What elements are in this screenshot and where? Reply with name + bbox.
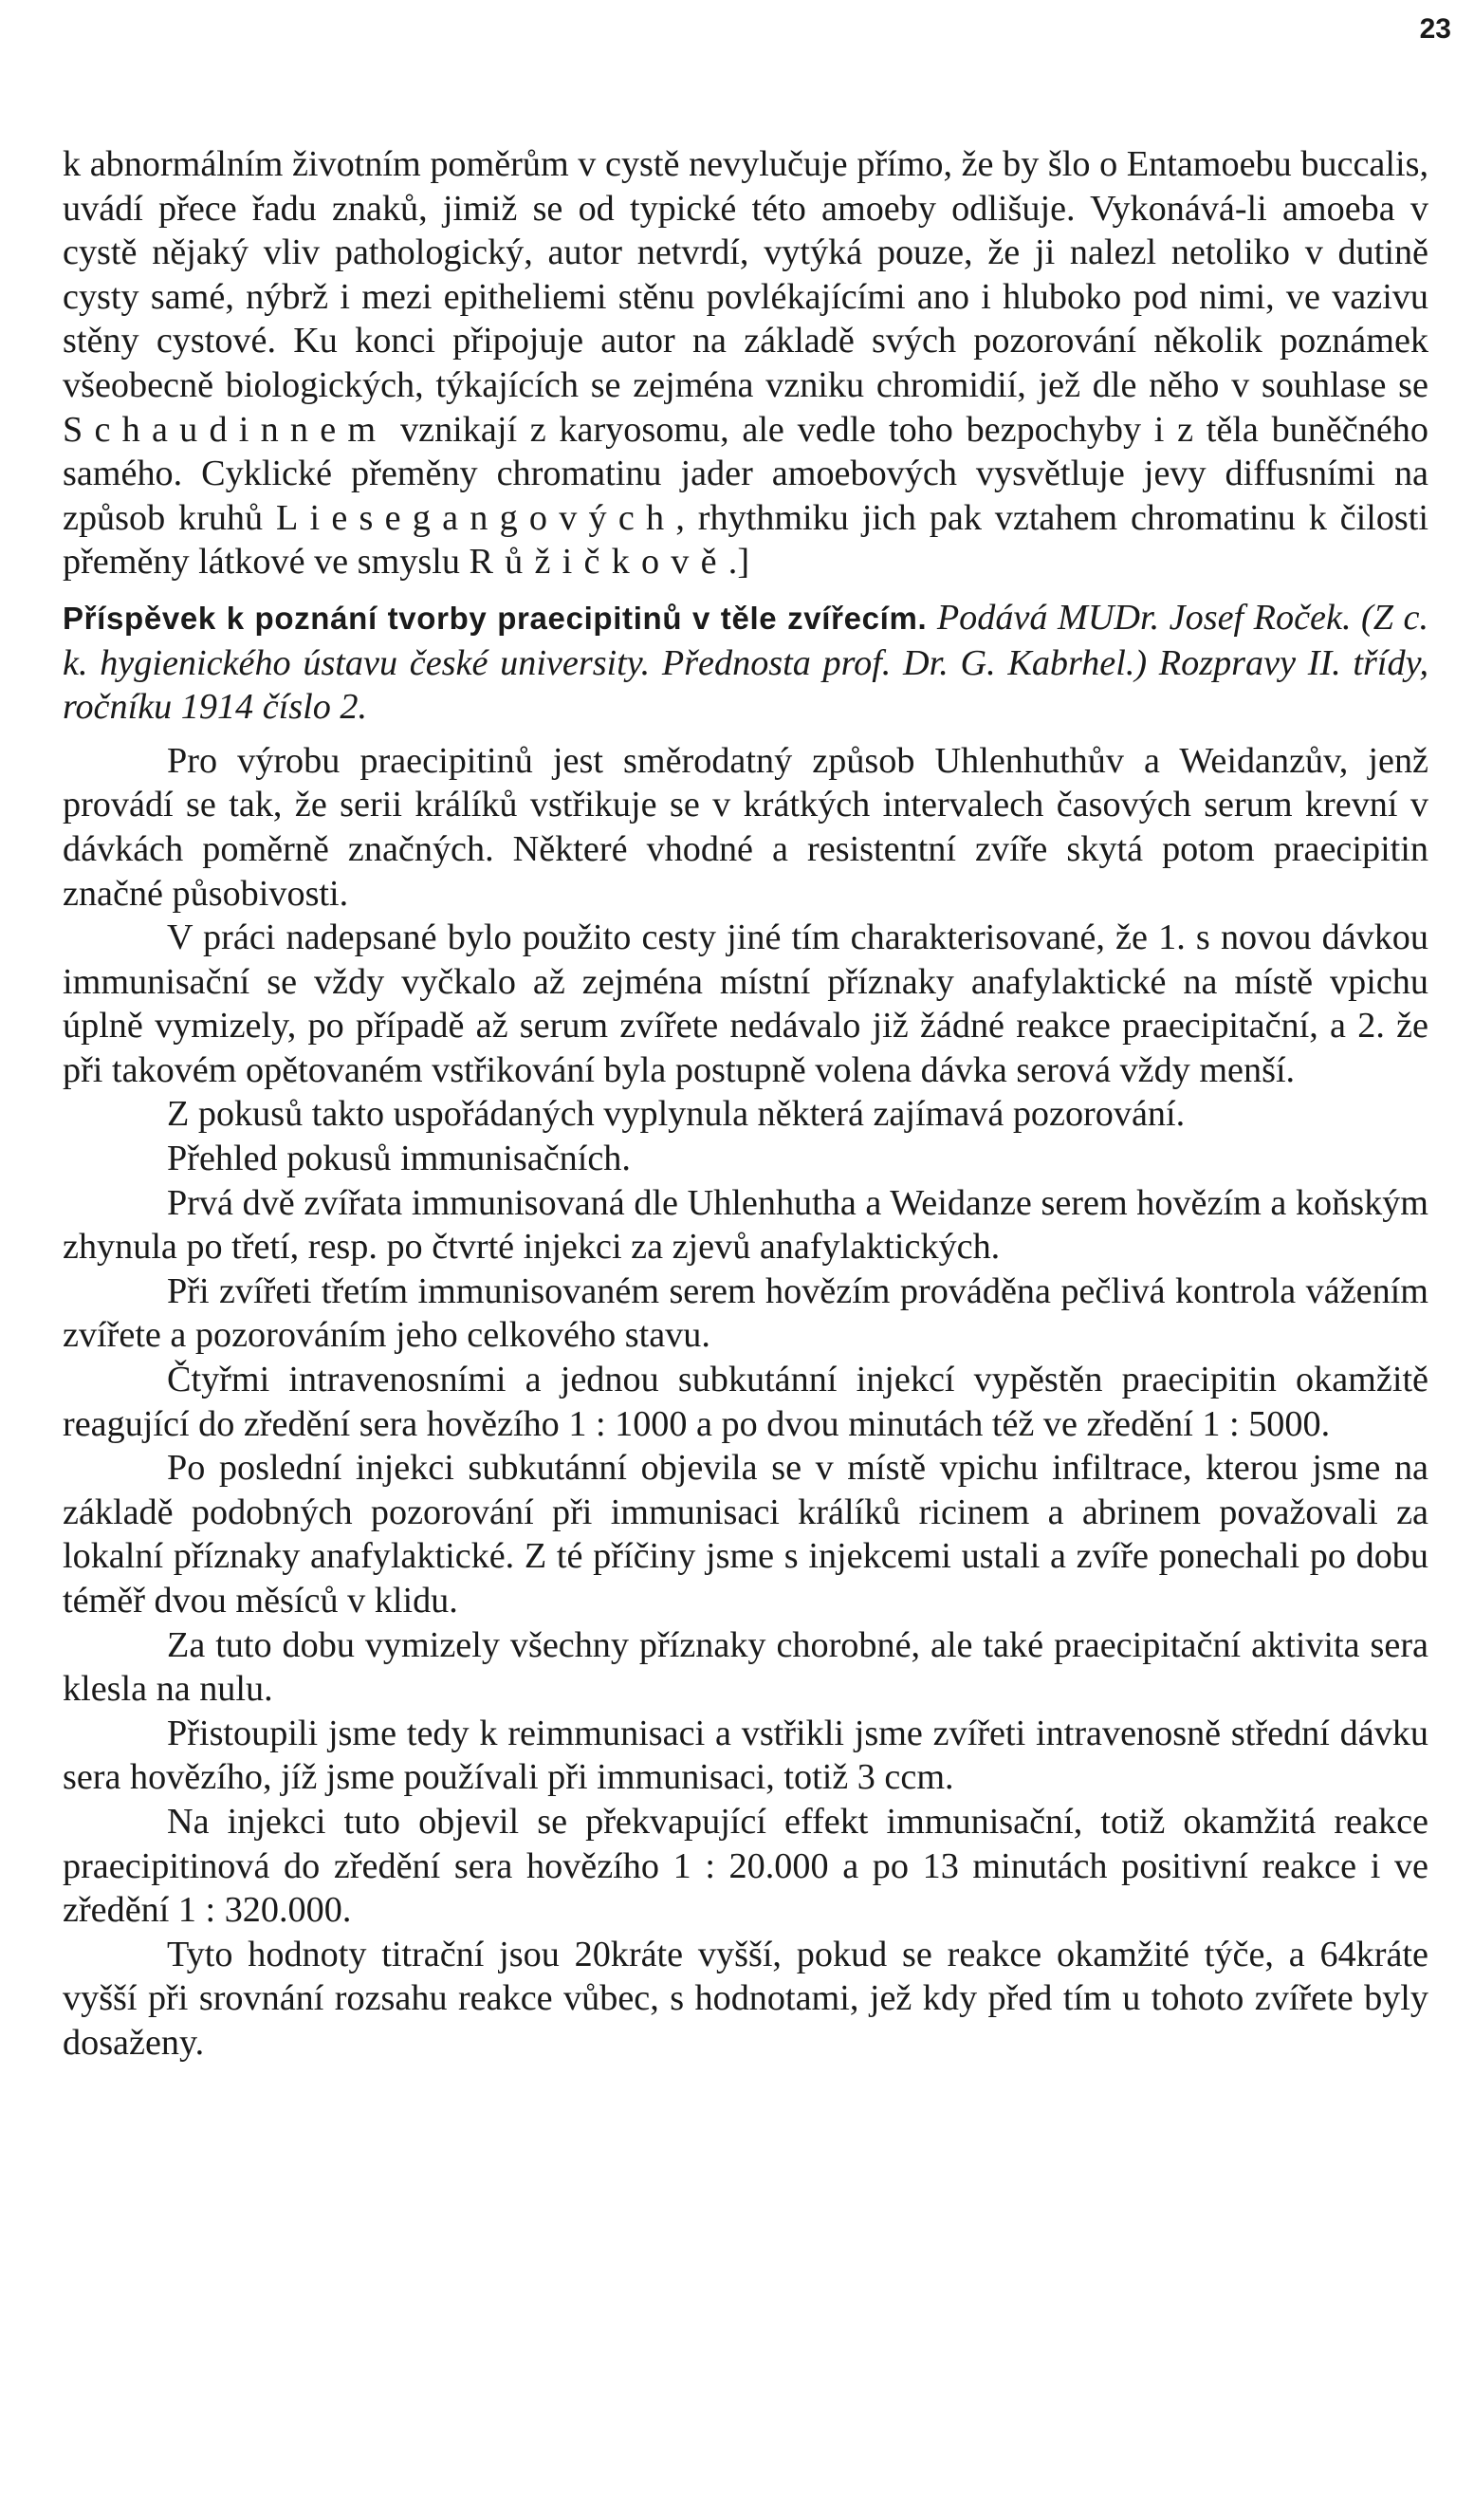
intro-paragraph: [63, 142, 1428, 584]
article-heading: [63, 596, 1428, 730]
paragraph: Tyto hodnoty titrační jsou 20kráte vyšší, pokud se reakce okamžité týče, a 64kráte vyšší při srovnání rozsahu reakce vůbec, s hodnotami, jež kdy před tím u tohoto zvířete byly dosaženy.: [63, 1934, 1428, 2063]
paragraph: Pro výrobu praecipitinů jest směrodatný způsob Uhlenhuthův a Weidanzův, jenž provádí se tak, že serii králíků vstřikuje se v krátkých intervalech časových serum krevní v dávkách poměrně značných. Některé vhodné a resistentní zvíře skytá potom praecipitin značné působivosti.: [63, 740, 1428, 914]
intro-text-1: k abnormálním životním poměrům v cystě nevylučuje přímo, že by šlo o Entamoebu buccalis, uvádí přece řadu znaků, jimiž se od typické této amoeby odlišuje. Vykonává-li amoeba v cystě nějaký vliv pathologický, autor netvrdí, vytýká pouze, že ji nalezl netoliko v dutině cysty samé, nýbrž i mezi epitheliemi stěnu povlékajícími ano i hluboko pod nimi, ve vazivu stěny cystové. Ku konci připojuje autor na základě svých pozorování několik poznámek všeobecně biologických, týkajících se zejména vzniku chromidií, jež dle něho v souhlase se: [63, 144, 1428, 405]
paragraph: Na injekci tuto objevil se překvapující effekt immunisační, totiž okamžitá reakce praecipitinová do zředění sera hovězího 1 : 20.000 a po 13 minutách positivní reakce i ve zředění 1 : 320.000.: [63, 1801, 1428, 1931]
page-number: 23: [1419, 13, 1451, 45]
intro-text-2: vznikají z karyosomu, ale vedle toho bezpochyby i z těla buněčného samého. Cyklické přeměny chromatinu jader amoebových vysvětluje jevy diffusními na způsob kruhů: [63, 409, 1428, 538]
paragraph: Po poslední injekci subkutánní objevila se v místě vpichu infiltrace, kterou jsme na základě podobných pozorování při immunisaci králíků ricinem a abrinem považovali za lokalní příznaky anafylaktické. Z té příčiny jsme s injekcemi ustali a zvíře ponechali po dobu téměř dvou měsíců v klidu.: [63, 1448, 1428, 1621]
paragraph: Přehled pokusů immunisačních.: [167, 1139, 631, 1179]
article-body: [63, 739, 1428, 2066]
paragraph: Přistoupili jsme tedy k reimmunisaci a vstřikli jsme zvířeti intravenosně střední dávku sera hovězího, jíž jsme používali při immunisaci, totiž 3 ccm.: [63, 1713, 1428, 1798]
paragraph: Čtyřmi intravenosními a jednou subkutánní injekcí vypěstěn praecipitin okamžitě reagující do zředění sera hovězího 1 : 1000 a po dvou minutách též ve zředění 1 : 5000.: [63, 1360, 1428, 1444]
article-byline: Podává MUDr. Josef Roček. (Z c. k. hygienického ústavu české university. Přednosta prof. Dr. G. Kabrhel.) Rozpravy II. třídy, ročníku 1914 číslo 2.: [63, 597, 1428, 728]
intro-text-4: .]: [728, 542, 750, 583]
article-title: Příspěvek k poznání tvorby praecipitinů v těle zvířecím.: [63, 600, 928, 636]
page-body: [63, 38, 1428, 2066]
paragraph: Za tuto dobu vymizely všechny příznaky chorobné, ale také praecipitační aktivita sera klesla na nulu.: [63, 1624, 1428, 1710]
main-text: [63, 142, 1428, 584]
paragraph: Při zvířeti třetím immunisovaném serem hovězím prováděna pečlivá kontrola vážením zvířete a pozorováním jeho celkového stavu.: [63, 1270, 1428, 1356]
spaced-name-ruzicka: Růžičkově: [469, 542, 728, 583]
paragraph: V práci nadepsané bylo použito cesty jiné tím charakterisované, že 1. s novou dávkou immunisační se vždy vyčkalo až zejména místní příznaky anafylaktické na místě vpichu úplně vymizely, po případě až serum zvířete nedávalo již žádné reakce praecipitační, a 2. že při takovém opětovaném vstřikování byla postupně volena dávka serová vždy menší.: [63, 917, 1428, 1090]
paragraph: Prvá dvě zvířata immunisovaná dle Uhlenhutha a Weidanze serem hovězím a koňským zhynula po třetí, resp. po čtvrté injekci za zjevů anafylaktických.: [63, 1182, 1428, 1268]
spaced-name-liesegang: Liesegangových: [275, 497, 676, 538]
intro-text-3: , rhythmiku jich pak vztahem chromatinu k čilosti přeměny látkové ve smyslu: [63, 497, 1428, 583]
spaced-name-schaudinn: Schaudinnem: [63, 409, 388, 450]
paragraph: Z pokusů takto uspořádaných vyplynula některá zajímavá pozorování.: [167, 1094, 1186, 1135]
